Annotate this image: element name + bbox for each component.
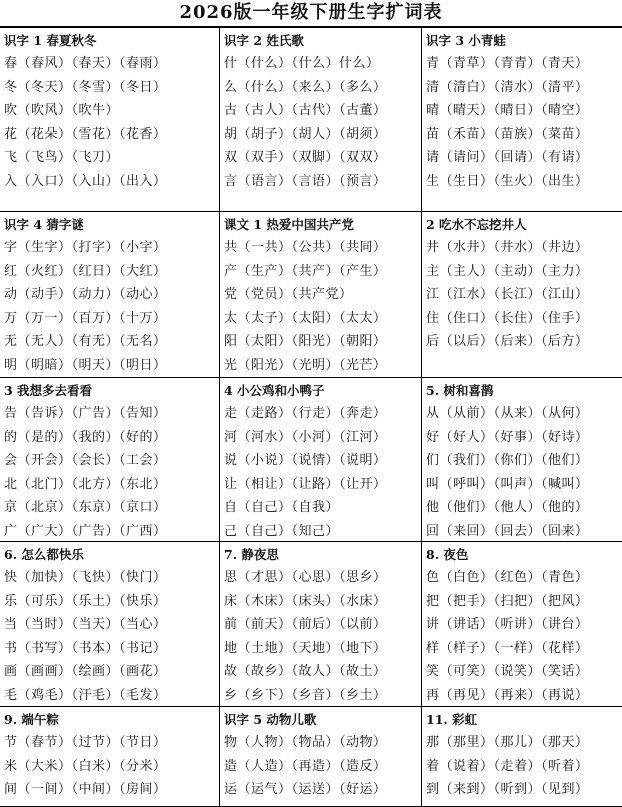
word-row: 造（人造）（再造）（造反） bbox=[224, 758, 387, 774]
word-row: 青（青草）（青青）（青天） bbox=[426, 56, 589, 71]
word-row: 自（自己）（自我） bbox=[224, 500, 340, 515]
word-row: 动（动手）（动力）（动心） bbox=[4, 287, 167, 302]
word-row: 他（他们）（他人）（他的） bbox=[426, 500, 589, 515]
lesson-title: 6. 怎么都快乐 bbox=[4, 547, 84, 562]
word-row: 那（那里）（那儿）（那天） bbox=[426, 735, 589, 750]
word-row: 花（花朵）（雪花）（花香） bbox=[4, 126, 167, 142]
word-row: 吹（吹风）（吹牛） bbox=[4, 103, 120, 118]
word-row: 再（再见）（再来）（再说） bbox=[426, 687, 589, 703]
word-row: 双（双手）（双脚）（双双） bbox=[224, 150, 387, 165]
word-row: 的（是的）（我的）（好的） bbox=[4, 429, 167, 445]
lesson-cell bbox=[220, 542, 422, 707]
word-row: 运（运气）（运送）（好运） bbox=[224, 782, 387, 797]
word-row: 米（大米）（白米）（分米） bbox=[4, 758, 167, 774]
word-row: 笑（可笑）（说笑）（笑话） bbox=[426, 664, 589, 679]
lesson-title: 识字 5 动物儿歌 bbox=[224, 712, 317, 727]
word-row: 晴（晴天）（晴日）（晴空） bbox=[426, 103, 589, 118]
word-row: 前（前天）（前后）（以前） bbox=[224, 617, 387, 632]
word-row: 主（主人）（主动）（主力） bbox=[426, 263, 589, 279]
lesson-cell bbox=[0, 212, 220, 378]
lesson-title: 11. 彩虹 bbox=[426, 712, 478, 727]
lesson-cell bbox=[0, 378, 220, 542]
word-row: 快（加快）（飞快）（快门） bbox=[4, 570, 167, 585]
word-row: 后（以后）（后来）（后方） bbox=[426, 334, 589, 349]
word-row: 到（来到）（听到）（见到） bbox=[426, 782, 589, 797]
lesson-cell bbox=[220, 28, 422, 212]
word-row: 让（相让）（让路）（让开） bbox=[224, 476, 387, 492]
word-row: 故（故乡）（故人）（故土） bbox=[224, 664, 387, 679]
word-row: 万（万一）（百万）（十万） bbox=[4, 310, 167, 326]
lesson-title: 识字 3 小青蛙 bbox=[426, 33, 506, 48]
word-row: 清（清白）（清水）（清平） bbox=[426, 79, 589, 95]
word-row: 说（小说）（说情）（说明） bbox=[224, 453, 387, 468]
word-row: 样（样子）（一样）（花样） bbox=[426, 640, 589, 656]
word-row: 请（请问）（回请）（有请） bbox=[426, 150, 589, 165]
word-row: 毛（鸡毛）（汗毛）（毛发） bbox=[4, 687, 167, 703]
word-row: 回（来回）（回去）（回来） bbox=[426, 523, 589, 539]
lesson-title: 识字 1 春夏秋冬 bbox=[4, 33, 97, 48]
word-row: 无（无人）（有无）（无名） bbox=[4, 334, 167, 349]
lesson-cell bbox=[0, 28, 220, 212]
word-row: 色（白色）（红色）（青色） bbox=[426, 570, 589, 585]
word-row: 床（木床）（床头）（水床） bbox=[224, 593, 387, 609]
word-row: 苗（禾苗）（苗族）（菜苗） bbox=[426, 126, 589, 142]
lesson-cell bbox=[422, 378, 622, 542]
word-row: 节（春节）（过节）（节日） bbox=[4, 735, 167, 750]
word-row: 从（从前）（从来）（从何） bbox=[426, 406, 589, 421]
lesson-title: 识字 2 姓氏歌 bbox=[224, 33, 304, 48]
word-row: 告（告诉）（广告）（告知） bbox=[4, 406, 167, 421]
word-row: 什（什么）（什么）什么） bbox=[224, 56, 380, 71]
word-row: 着（说着）（走着）（听着） bbox=[426, 758, 589, 774]
word-row: 把（把手）（扫把）（把风） bbox=[426, 593, 589, 609]
word-row: 走（走路）（行走）（奔走） bbox=[224, 406, 387, 421]
word-row: 字（生字）（打字）（小字） bbox=[4, 240, 167, 255]
lesson-title: 3 我想多去看看 bbox=[4, 383, 93, 398]
lesson-title: 4 小公鸡和小鸭子 bbox=[224, 383, 325, 398]
word-row: 乡（乡下）（乡音）（乡土） bbox=[224, 687, 387, 703]
word-row: 住（住口）（长住）（住手） bbox=[426, 310, 589, 326]
lesson-title: 课文 1 热爱中国共产党 bbox=[224, 217, 354, 232]
lesson-cell bbox=[422, 707, 622, 807]
word-row: 胡（胡子）（胡人）（胡须） bbox=[224, 126, 387, 142]
word-row: 太（太子）（太阳）（太太） bbox=[224, 310, 387, 326]
word-row: 飞（飞鸟）（飞刀） bbox=[4, 150, 120, 165]
word-row: 河（河水）（小河）（江河） bbox=[224, 429, 387, 445]
lesson-title: 7. 静夜思 bbox=[224, 547, 279, 562]
lesson-title: 识字 4 猜字谜 bbox=[4, 217, 84, 232]
lesson-cell bbox=[220, 378, 422, 542]
word-row: 生（生日）（生火）（出生） bbox=[426, 173, 589, 189]
word-row: 明（明暗）（明天）（明日） bbox=[4, 357, 167, 373]
word-row: 思（才思）（心思）（思乡） bbox=[224, 570, 387, 585]
word-row: 春（春风）（春天）（春雨） bbox=[4, 56, 167, 71]
word-row: 地（土地）（天地）（地下） bbox=[224, 640, 387, 656]
word-row: 们（我们）（你们）（他们） bbox=[426, 453, 589, 468]
word-row: 党（党员）（共产党） bbox=[224, 287, 353, 302]
word-row: 光（阳光）（光明）（光芒） bbox=[224, 357, 387, 373]
word-row: 冬（冬天）（冬雪）（冬日） bbox=[4, 79, 167, 95]
word-row: 叫（呼叫）（叫声）（喊叫） bbox=[426, 476, 589, 492]
word-row: 乐（可乐）（乐土）（快乐） bbox=[4, 593, 167, 609]
word-row: 己（自己）（知己） bbox=[224, 523, 340, 539]
lesson-cell bbox=[220, 707, 422, 807]
word-row: 画（画画）（绘画）（画花） bbox=[4, 664, 167, 679]
word-row: 井（水井）（井水）（井边） bbox=[426, 240, 589, 255]
word-row: 京（北京）（东京）（京口） bbox=[4, 500, 167, 515]
word-row: 北（北门）（北方）（东北） bbox=[4, 476, 167, 492]
word-row: 江（江水）（长江）（江山） bbox=[426, 287, 589, 302]
lesson-cell bbox=[422, 28, 622, 212]
lesson-cell bbox=[0, 542, 220, 707]
lesson-title: 8. 夜色 bbox=[426, 547, 469, 562]
word-row: 当（当时）（当天）（当心） bbox=[4, 617, 167, 632]
word-row: 好（好人）（好事）（好诗） bbox=[426, 429, 589, 445]
lesson-title: 9. 端午粽 bbox=[4, 712, 59, 727]
lesson-title: 2 吃水不忘挖井人 bbox=[426, 217, 527, 232]
word-row: 产（生产）（共产）（产生） bbox=[224, 263, 387, 279]
lesson-cell bbox=[422, 542, 622, 707]
word-row: 会（开会）（会长）（工会） bbox=[4, 453, 167, 468]
word-row: 间（一间）（中间）（房间） bbox=[4, 782, 167, 797]
word-row: 讲（讲话）（听讲）（讲台） bbox=[426, 617, 589, 632]
word-row: 入（入口）（入山）（出入） bbox=[4, 173, 167, 189]
page-title: 2026版一年级下册生字扩词表 bbox=[0, 0, 622, 28]
word-row: 古（古人）（古代）（古董） bbox=[224, 103, 387, 118]
lesson-cell bbox=[0, 707, 220, 807]
word-row: 言（语言）（言语）（预言） bbox=[224, 173, 387, 189]
word-row: 红（火红）（红日）（大红） bbox=[4, 263, 167, 279]
lesson-cell bbox=[220, 212, 422, 378]
lesson-cell bbox=[422, 212, 622, 378]
word-row: 么（什么）（来么）（多么） bbox=[224, 79, 387, 95]
word-row: 共（一共）（公共）（共同） bbox=[224, 240, 387, 255]
lesson-title: 5. 树和喜鹊 bbox=[426, 383, 494, 398]
word-row: 物（人物）（物品）（动物） bbox=[224, 735, 387, 750]
word-row: 书（书写）（书本）（书记） bbox=[4, 640, 167, 656]
word-row: 阳（太阳）（阳光）（朝阳） bbox=[224, 334, 387, 349]
word-row: 广（广大）（广告）（广西） bbox=[4, 523, 167, 539]
